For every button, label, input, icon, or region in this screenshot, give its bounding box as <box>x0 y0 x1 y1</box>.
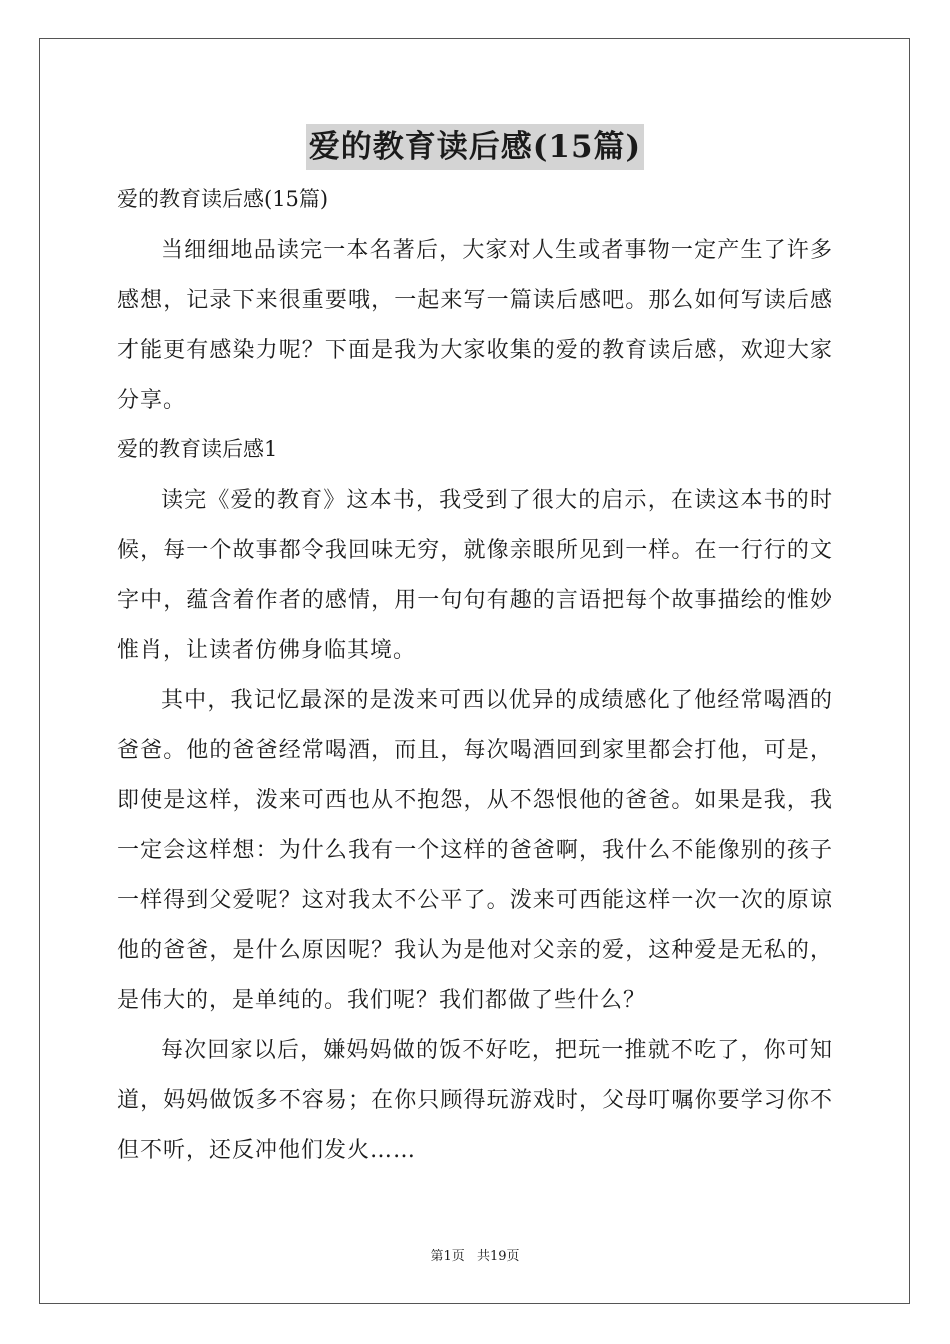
document-body <box>117 180 833 1176</box>
page-total: 共19页 <box>476 1249 520 1264</box>
section-heading: 爱的教育读后感1 <box>117 437 278 461</box>
body-paragraph: 每次回家以后，嫌妈妈做的饭不好吃，把玩一推就不吃了，你可知道，妈妈做饭多不容易；在你只顾得玩游戏时，父母叮嘱你要学习你不但不听，还反冲他们发火…… <box>117 1038 833 1163</box>
page-footer <box>0 1248 950 1266</box>
page-number: 第1页 <box>430 1249 465 1264</box>
title-container <box>0 124 950 170</box>
document-subtitle: 爱的教育读后感(15篇) <box>117 187 329 211</box>
document-title: 爱的教育读后感(15篇) <box>306 124 644 170</box>
intro-paragraph: 当细细地品读完一本名著后，大家对人生或者事物一定产生了许多感想，记录下来很重要哦，一起来写一篇读后感吧。那么如何写读后感才能更有感染力呢？下面是我为大家收集的爱的教育读后感，欢迎大家分享。 <box>117 238 833 413</box>
body-paragraph: 其中，我记忆最深的是泼来可西以优异的成绩感化了他经常喝酒的爸爸。他的爸爸经常喝酒，而且，每次喝酒回到家里都会打他，可是，即使是这样，泼来可西也从不抱怨，从不怨恨他的爸爸。如果是我，我一定会这样想：为什么我有一个这样的爸爸啊，我什么不能像别的孩子一样得到父爱呢？这对我太不公平了。泼来可西能这样一次一次的原谅他的爸爸，是什么原因呢？我认为是他对父亲的爱，这种爱是无私的，是伟大的，是单纯的。我们呢？我们都做了些什么？ <box>117 688 833 1013</box>
body-paragraph: 读完《爱的教育》这本书，我受到了很大的启示，在读这本书的时候，每一个故事都令我回味无穷，就像亲眼所见到一样。在一行行的文字中，蕴含着作者的感情，用一句句有趣的言语把每个故事描绘的惟妙惟肖，让读者仿佛身临其境。 <box>117 488 833 663</box>
